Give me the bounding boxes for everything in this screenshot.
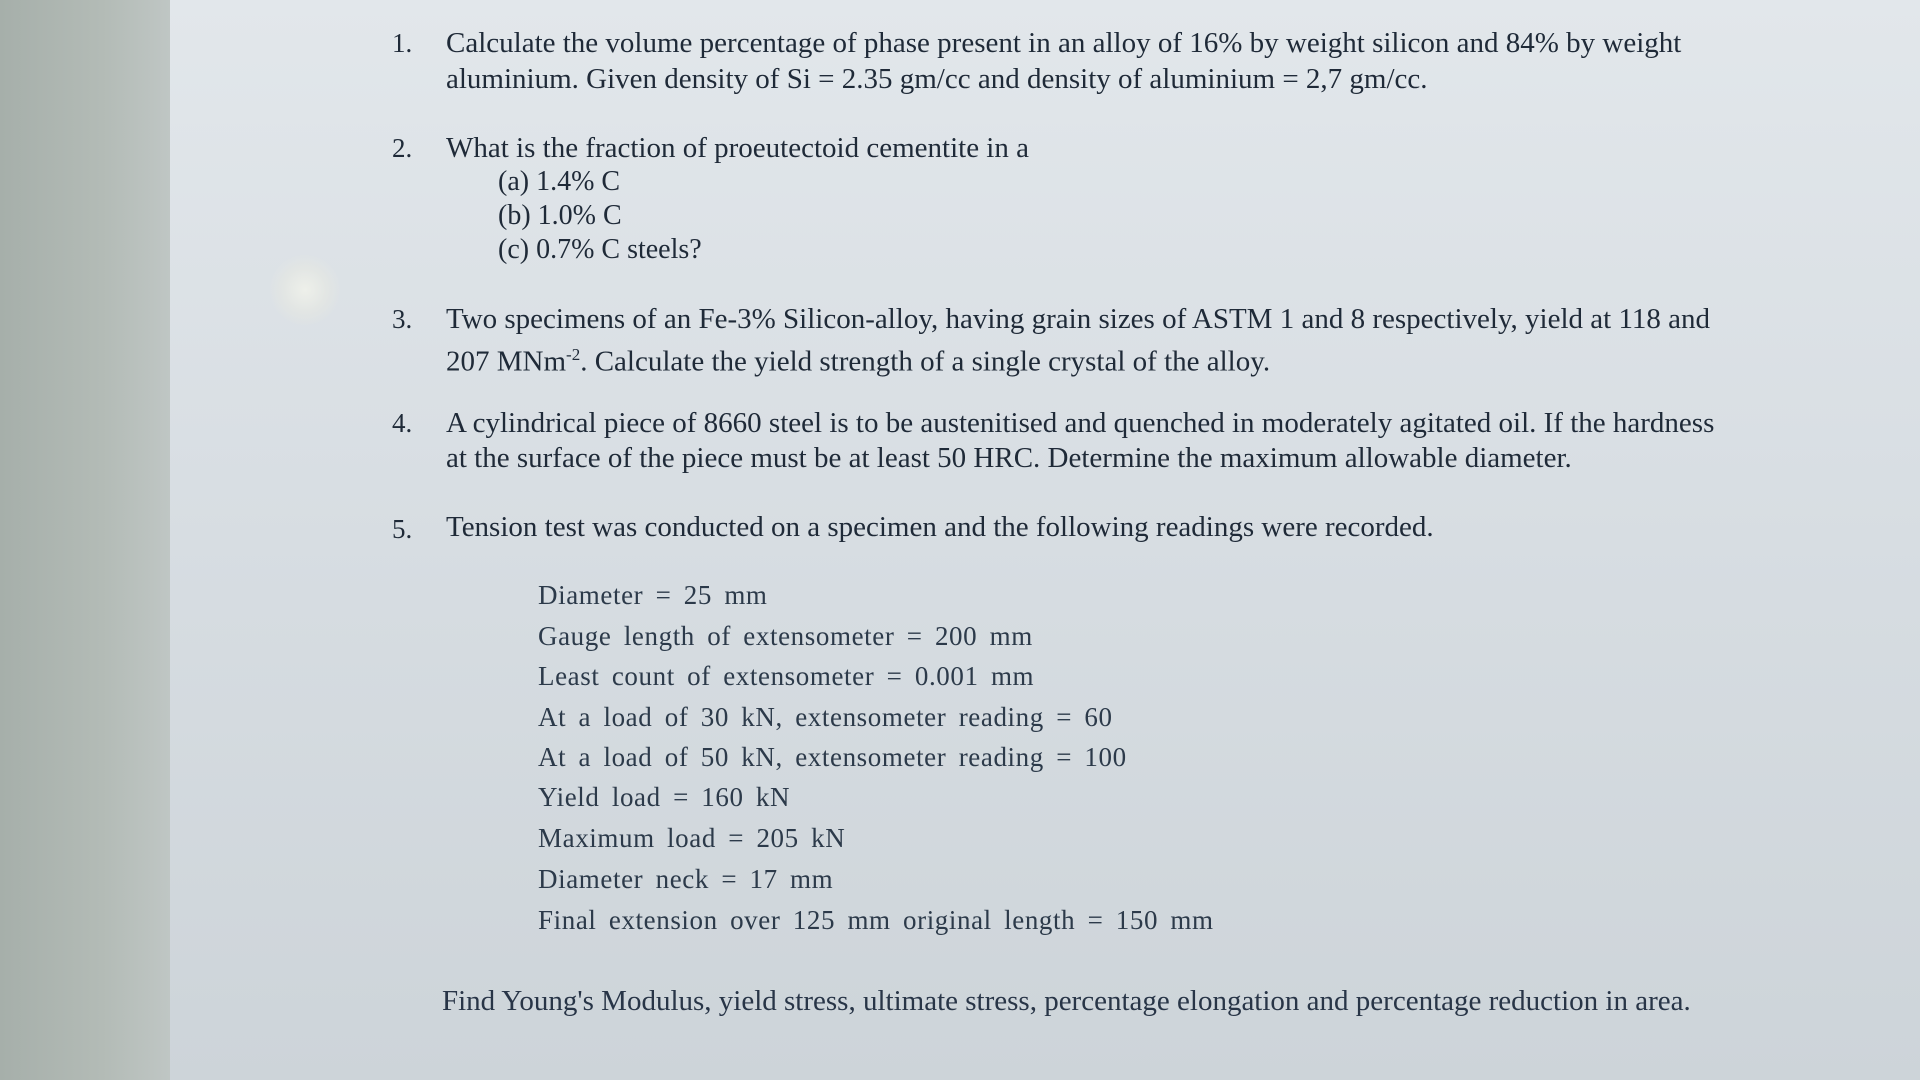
question-1-number: 1.: [392, 28, 413, 58]
question-2-option-a: (a) 1.4% C: [498, 166, 621, 197]
question-1-line-1: Calculate the volume percentage of phase present in an alloy of 16% by weight silicon and 84% by weight: [446, 27, 1682, 59]
question-4-number: 4.: [392, 408, 413, 438]
question-5-number: 5.: [392, 514, 413, 544]
reading-final-extension: Final extension over 125 mm original length = 150 mm: [538, 905, 1214, 935]
question-3-line-2: [446, 337, 1776, 380]
reading-load-30kn: At a load of 30 kN, extensometer reading = 60: [538, 702, 1113, 732]
question-3-number: 3.: [392, 304, 413, 334]
question-3-line-2-text: 207 MNm: [446, 345, 567, 378]
reading-diameter: Diameter = 25 mm: [538, 580, 768, 610]
question-3-line-1: Two specimens of an Fe-3% Silicon-alloy, having grain sizes of ASTM 1 and 8 respectively, yield at 118 and: [446, 303, 1711, 335]
question-1-line-2: aluminium. Given density of Si = 2.35 gm/cc and density of aluminium = 2,7 gm/cc.: [446, 63, 1428, 95]
reading-least-count: Least count of extensometer = 0.001 mm: [538, 661, 1035, 691]
left-margin-shadow: [0, 0, 170, 1080]
question-2-option-c: (c) 0.7% C steels?: [498, 234, 702, 265]
question-4-line-2: at the surface of the piece must be at least 50 HRC. Determine the maximum allowable diameter.: [446, 442, 1572, 474]
question-3-line-2-rest: . Calculate the yield strength of a single crystal of the alloy.: [580, 345, 1271, 378]
question-5-line-1: Tension test was conducted on a specimen and the following readings were recorded.: [446, 511, 1434, 543]
question-3-exponent: -2: [566, 345, 581, 364]
reading-gauge-length: Gauge length of extensometer = 200 mm: [538, 621, 1033, 651]
reading-maximum-load: Maximum load = 205 kN: [538, 823, 846, 853]
question-2-number: 2.: [392, 133, 413, 163]
question-5-closing: Find Young's Modulus, yield stress, ultimate stress, percentage elongation and percentage reduction in area.: [442, 985, 1691, 1017]
reading-yield-load: Yield load = 160 kN: [538, 782, 791, 812]
question-2-line-1: What is the fraction of proeutectoid cementite in a: [446, 132, 1029, 164]
light-glare: [270, 255, 340, 325]
question-4-line-1: A cylindrical piece of 8660 steel is to be austenitised and quenched in moderately agitated oil. If the hardness: [446, 407, 1715, 439]
reading-diameter-neck: Diameter neck = 17 mm: [538, 864, 834, 894]
reading-load-50kn: At a load of 50 kN, extensometer reading = 100: [538, 742, 1127, 772]
question-2-option-b: (b) 1.0% C: [498, 200, 622, 231]
